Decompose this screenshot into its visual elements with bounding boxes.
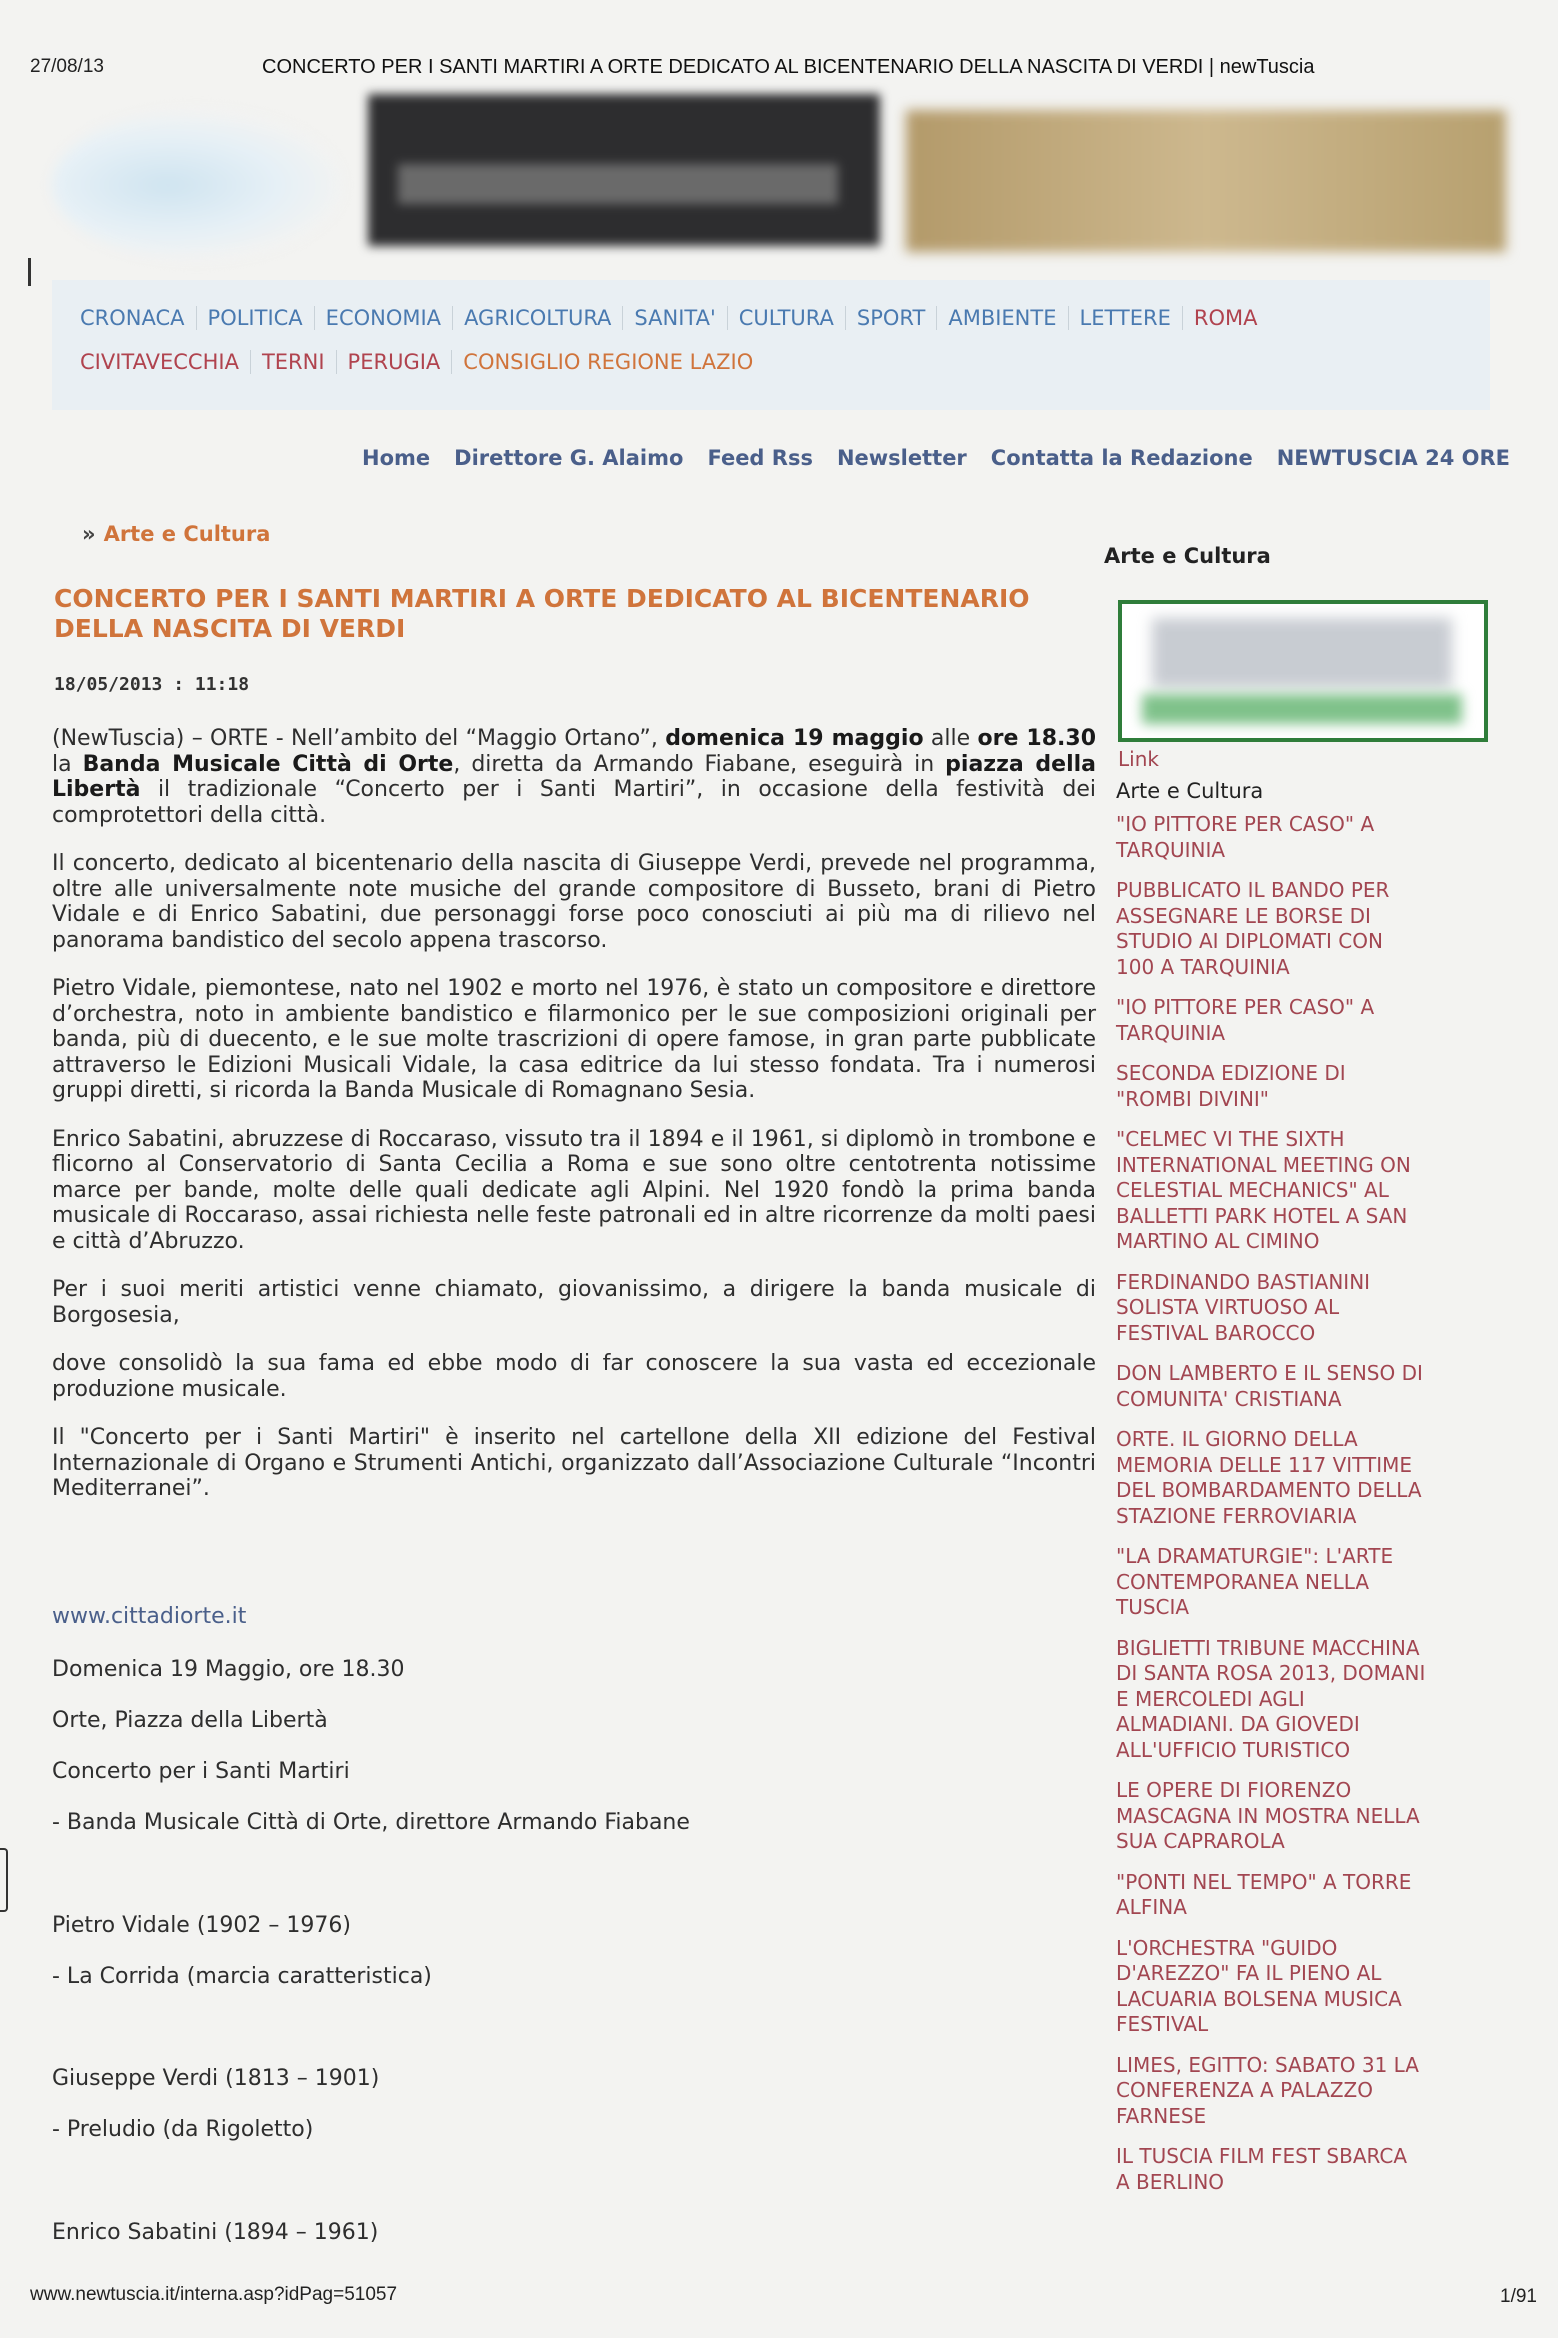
top-link[interactable]: Home — [362, 446, 431, 470]
article-datetime: 18/05/2013 : 11:18 — [54, 674, 250, 695]
article-paragraph: Il "Concerto per i Santi Martiri" è inserito nel cartellone della XII edizione del Festival Internazionale di Organo e Strumenti Antichi, organizzato dall’Associazione Culturale “Incontri Mediterranei”. — [52, 1425, 1096, 1501]
sidebar-news-link[interactable]: "LA DRAMATURGIE": L'ARTE CONTEMPORANEA NELLA TUSCIA — [1116, 1544, 1394, 1619]
sidebar-news-link[interactable]: BIGLIETTI TRIBUNE MACCHINA DI SANTA ROSA 2013, DOMANI E MERCOLEDI AGLI ALMADIANI. DA GIOVEDI ALL'UFFICIO TURISTICO — [1116, 1635, 1426, 1762]
print-page-number: 1/91 — [1500, 2286, 1537, 2307]
article-title: CONCERTO PER I SANTI MARTIRI A ORTE DEDICATO AL BICENTENARIO DELLA NASCITA DI VERDI — [54, 584, 1030, 643]
sidebar-link[interactable]: Link — [1118, 747, 1159, 771]
nav-item[interactable]: CRONACA — [80, 306, 197, 330]
top-link[interactable]: Contatta la Redazione — [990, 446, 1253, 470]
sidebar-news-link[interactable]: SECONDA EDIZIONE DI "ROMBI DIVINI" — [1116, 1061, 1346, 1111]
sidebar-news-link[interactable]: FERDINANDO BASTIANINI SOLISTA VIRTUOSO AL FESTIVAL BAROCCO — [1116, 1269, 1371, 1345]
nav-item[interactable]: CIVITAVECCHIA — [80, 350, 251, 374]
article-paragraph: Pietro Vidale, piemontese, nato nel 1902 e morto nel 1976, è stato un compositore e direttore d’orchestra, noto in ambiente bandistico e filarmonico per le sue composizioni originali per banda, più di duecento, e le sue molte trascrizioni di opere famose, in gran parte pubblicate attraverso le Edizioni Musicali Vidale, la casa editrice da lui stesso fondata. Tra i numerosi gruppi diretti, si ricorda la Banda Musicale di Romagnano Sesia. — [52, 976, 1096, 1103]
banner-ad-gold[interactable] — [906, 110, 1506, 252]
top-link[interactable]: Direttore G. Alaimo — [454, 446, 684, 470]
banner-ad-dark[interactable] — [368, 94, 880, 246]
nav-item[interactable]: CONSIGLIO REGIONE LAZIO — [463, 350, 754, 374]
article-body — [52, 726, 1096, 1525]
sidebar-news-link[interactable]: PUBBLICATO IL BANDO PER ASSEGNARE LE BORSE DI STUDIO AI DIPLOMATI CON 100 A TARQUINIA — [1116, 878, 1390, 979]
breadcrumb-link[interactable]: Arte e Cultura — [103, 522, 271, 546]
program-line: - Banda Musicale Città di Orte, direttore Armando Fiabane — [52, 1810, 690, 1835]
program-line: - La Corrida (marcia caratteristica) — [52, 1964, 432, 1989]
nav-item[interactable]: ECONOMIA — [315, 306, 453, 330]
website-link[interactable]: www.cittadiorte.it — [52, 1604, 247, 1629]
print-url: www.newtuscia.it/interna.asp?idPag=51057 — [30, 2284, 398, 2305]
sidebar-category: Arte e Cultura — [1116, 779, 1264, 803]
sidebar-news-link[interactable]: LIMES, EGITTO: SABATO 31 LA CONFERENZA A PALAZZO FARNESE — [1116, 2052, 1419, 2128]
breadcrumb-arrow-icon: » — [82, 522, 96, 546]
program-line: Giuseppe Verdi (1813 – 1901) — [52, 2066, 380, 2091]
category-nav-row — [80, 306, 1269, 330]
sidebar-news-link[interactable]: L'ORCHESTRA "GUIDO D'AREZZO" FA IL PIENO AL LACUARIA BOLSENA MUSICA FESTIVAL — [1116, 1935, 1402, 2036]
sidebar-news-link[interactable]: ORTE. IL GIORNO DELLA MEMORIA DELLE 117 VITTIME DEL BOMBARDAMENTO DELLA STAZIONE FERROVIARIA — [1116, 1427, 1422, 1528]
nav-item[interactable]: TERNI — [251, 350, 337, 374]
nav-item[interactable]: PERUGIA — [337, 350, 453, 374]
program-line: Pietro Vidale (1902 – 1976) — [52, 1913, 351, 1938]
sidebar-news-link[interactable]: "PONTI NEL TEMPO" A TORRE ALFINA — [1116, 1869, 1412, 1919]
nav-item[interactable]: SANITA' — [623, 306, 727, 330]
sidebar-ad[interactable] — [1118, 600, 1488, 742]
category-nav-row — [80, 350, 764, 374]
breadcrumb — [82, 522, 270, 546]
nav-item[interactable]: POLITICA — [197, 306, 315, 330]
nav-item[interactable]: LETTERE — [1069, 306, 1183, 330]
sidebar-news-link[interactable]: IL TUSCIA FILM FEST SBARCA A BERLINO — [1116, 2144, 1408, 2194]
program-line: - Preludio (da Rigoletto) — [52, 2117, 314, 2142]
nav-item[interactable]: AGRICOLTURA — [453, 306, 623, 330]
program-line: Orte, Piazza della Libertà — [52, 1708, 328, 1733]
nav-item[interactable]: CULTURA — [728, 306, 846, 330]
sidebar-news-list — [1116, 812, 1426, 2210]
top-links-nav — [362, 446, 1510, 470]
article-paragraph: dove consolidò la sua fama ed ebbe modo di far conoscere la sua vasta ed eccezionale produzione musicale. — [52, 1351, 1096, 1402]
scan-mark — [28, 258, 31, 286]
article-paragraph: Per i suoi meriti artistici venne chiamato, giovanissimo, a dirigere la banda musicale di Borgosesia, — [52, 1277, 1096, 1328]
category-nav — [52, 280, 1490, 410]
sidebar-news-link[interactable]: "CELMEC VI THE SIXTH INTERNATIONAL MEETING ON CELESTIAL MECHANICS" AL BALLETTI PARK HOTEL A SAN MARTINO AL CIMINO — [1116, 1127, 1411, 1253]
article-paragraph: (NewTuscia) – ORTE - Nell’ambito del “Maggio Ortano”, domenica 19 maggio alle ore 18.30 la Banda Musicale Città di Orte, diretta da Armando Fiabane, eseguirà in piazza della Libertà il tradizionale “Concerto per i Santi Martiri”, in occasione della festività dei comprotettori della città. — [52, 726, 1097, 828]
top-link[interactable]: NEWTUSCIA 24 ORE — [1276, 446, 1510, 470]
sidebar-news-link[interactable]: "IO PITTORE PER CASO" A TARQUINIA — [1116, 812, 1375, 862]
top-link[interactable]: Feed Rss — [707, 446, 813, 470]
site-logo[interactable] — [52, 110, 342, 260]
nav-item[interactable]: ROMA — [1193, 306, 1258, 330]
sidebar-heading: Arte e Cultura — [1104, 544, 1271, 568]
program-line: Concerto per i Santi Martiri — [52, 1759, 350, 1784]
program-line: Domenica 19 Maggio, ore 18.30 — [52, 1657, 405, 1682]
nav-item[interactable]: AMBIENTE — [937, 306, 1068, 330]
print-date: 27/08/13 — [30, 56, 104, 77]
print-page-title: CONCERTO PER I SANTI MARTIRI A ORTE DEDICATO AL BICENTENARIO DELLA NASCITA DI VERDI | newTuscia — [262, 56, 1315, 78]
scan-mark — [0, 1848, 8, 1912]
article-paragraph: Il concerto, dedicato al bicentenario della nascita di Giuseppe Verdi, prevede nel programma, oltre alle universalmente note musiche del grande compositore di Busseto, brani di Pietro Vidale e di Enrico Sabatini, due personaggi forse poco conosciuti ai più ma di rilievo nel panorama bandistico del secolo appena trascorso. — [52, 851, 1096, 953]
sidebar-news-link[interactable]: "IO PITTORE PER CASO" A TARQUINIA — [1116, 995, 1375, 1045]
program-line: Enrico Sabatini (1894 – 1961) — [52, 2220, 379, 2245]
sidebar-news-link[interactable]: DON LAMBERTO E IL SENSO DI COMUNITA' CRISTIANA — [1116, 1361, 1423, 1411]
article-paragraph: Enrico Sabatini, abruzzese di Roccaraso, vissuto tra il 1894 e il 1961, si diplomò in trombone e flicorno al Conservatorio di Santa Cecilia a Roma e sue sono oltre centotrenta notissime marce per bande, molte delle quali dedicate agli Alpini. Nel 1920 fondò la prima banda musicale di Roccaraso, assai richiesta nelle feste patronali ed in altre ricorrenze da molti paesi e città d’Abruzzo. — [52, 1126, 1096, 1254]
sidebar-news-link[interactable]: LE OPERE DI FIORENZO MASCAGNA IN MOSTRA NELLA SUA CAPRAROLA — [1116, 1778, 1420, 1853]
top-link[interactable]: Newsletter — [836, 446, 967, 470]
nav-item[interactable]: SPORT — [846, 306, 937, 330]
